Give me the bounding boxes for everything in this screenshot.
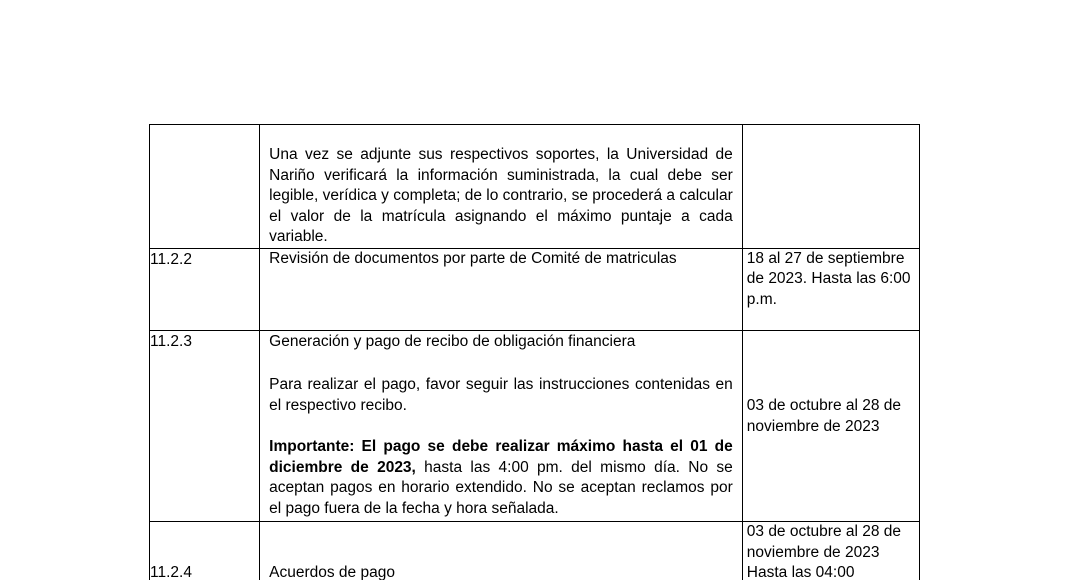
item-number: 11.2.3 [150, 330, 260, 522]
schedule-table [149, 124, 920, 580]
payment-instructions: Para realizar el pago, favor seguir las instrucciones contenidas en el respectivo recibo. [269, 376, 733, 414]
item-dates-cut: Hasta las 04:00 [746, 564, 855, 580]
item-dates [742, 330, 919, 522]
item-number [150, 522, 260, 580]
item-dates [742, 125, 919, 249]
item-number [150, 125, 260, 249]
item-description [260, 125, 743, 249]
item-description [260, 522, 743, 580]
item-description: Revisión de documentos por parte de Comité de matriculas [260, 248, 743, 330]
item-description [260, 330, 743, 522]
important-notice [269, 437, 733, 519]
item-number-text: 11.2.4 [150, 564, 192, 580]
verification-paragraph: Una vez se adjunte sus respectivos soportes, la Universidad de Nariño verificará la información suministrada, la cual debe ser legible, verídica y completa; de lo contrario, se procederá a calcular el valor de la matrícula asignando el máximo puntaje a cada variable. [269, 146, 733, 245]
table-row [150, 522, 920, 580]
important-notice-rest: hasta las 4:00 pm. del mismo día. No se aceptan pagos en horario extendido. No se aceptan reclamos por el pago fuera de la fecha y hora señalada. [269, 458, 733, 517]
item-dates-text: 03 de octubre al 28 de noviembre de 2023 [746, 397, 902, 435]
item-dates-text: 03 de octubre al 28 de noviembre de 2023 [746, 523, 902, 561]
item-dates [742, 522, 919, 580]
item-dates: 18 al 27 de septiembre de 2023. Hasta las 6:00 p.m. [742, 248, 919, 330]
item-title: Generación y pago de recibo de obligación financiera [269, 332, 636, 350]
table-row [150, 125, 920, 249]
table-row [150, 248, 920, 330]
important-notice-bold: Importante: El pago se debe realizar máximo hasta el 01 de diciembre de 2023, [269, 438, 733, 476]
item-number: 11.2.2 [150, 248, 260, 330]
table-row [150, 330, 920, 522]
item-title: Acuerdos de pago [269, 564, 395, 580]
